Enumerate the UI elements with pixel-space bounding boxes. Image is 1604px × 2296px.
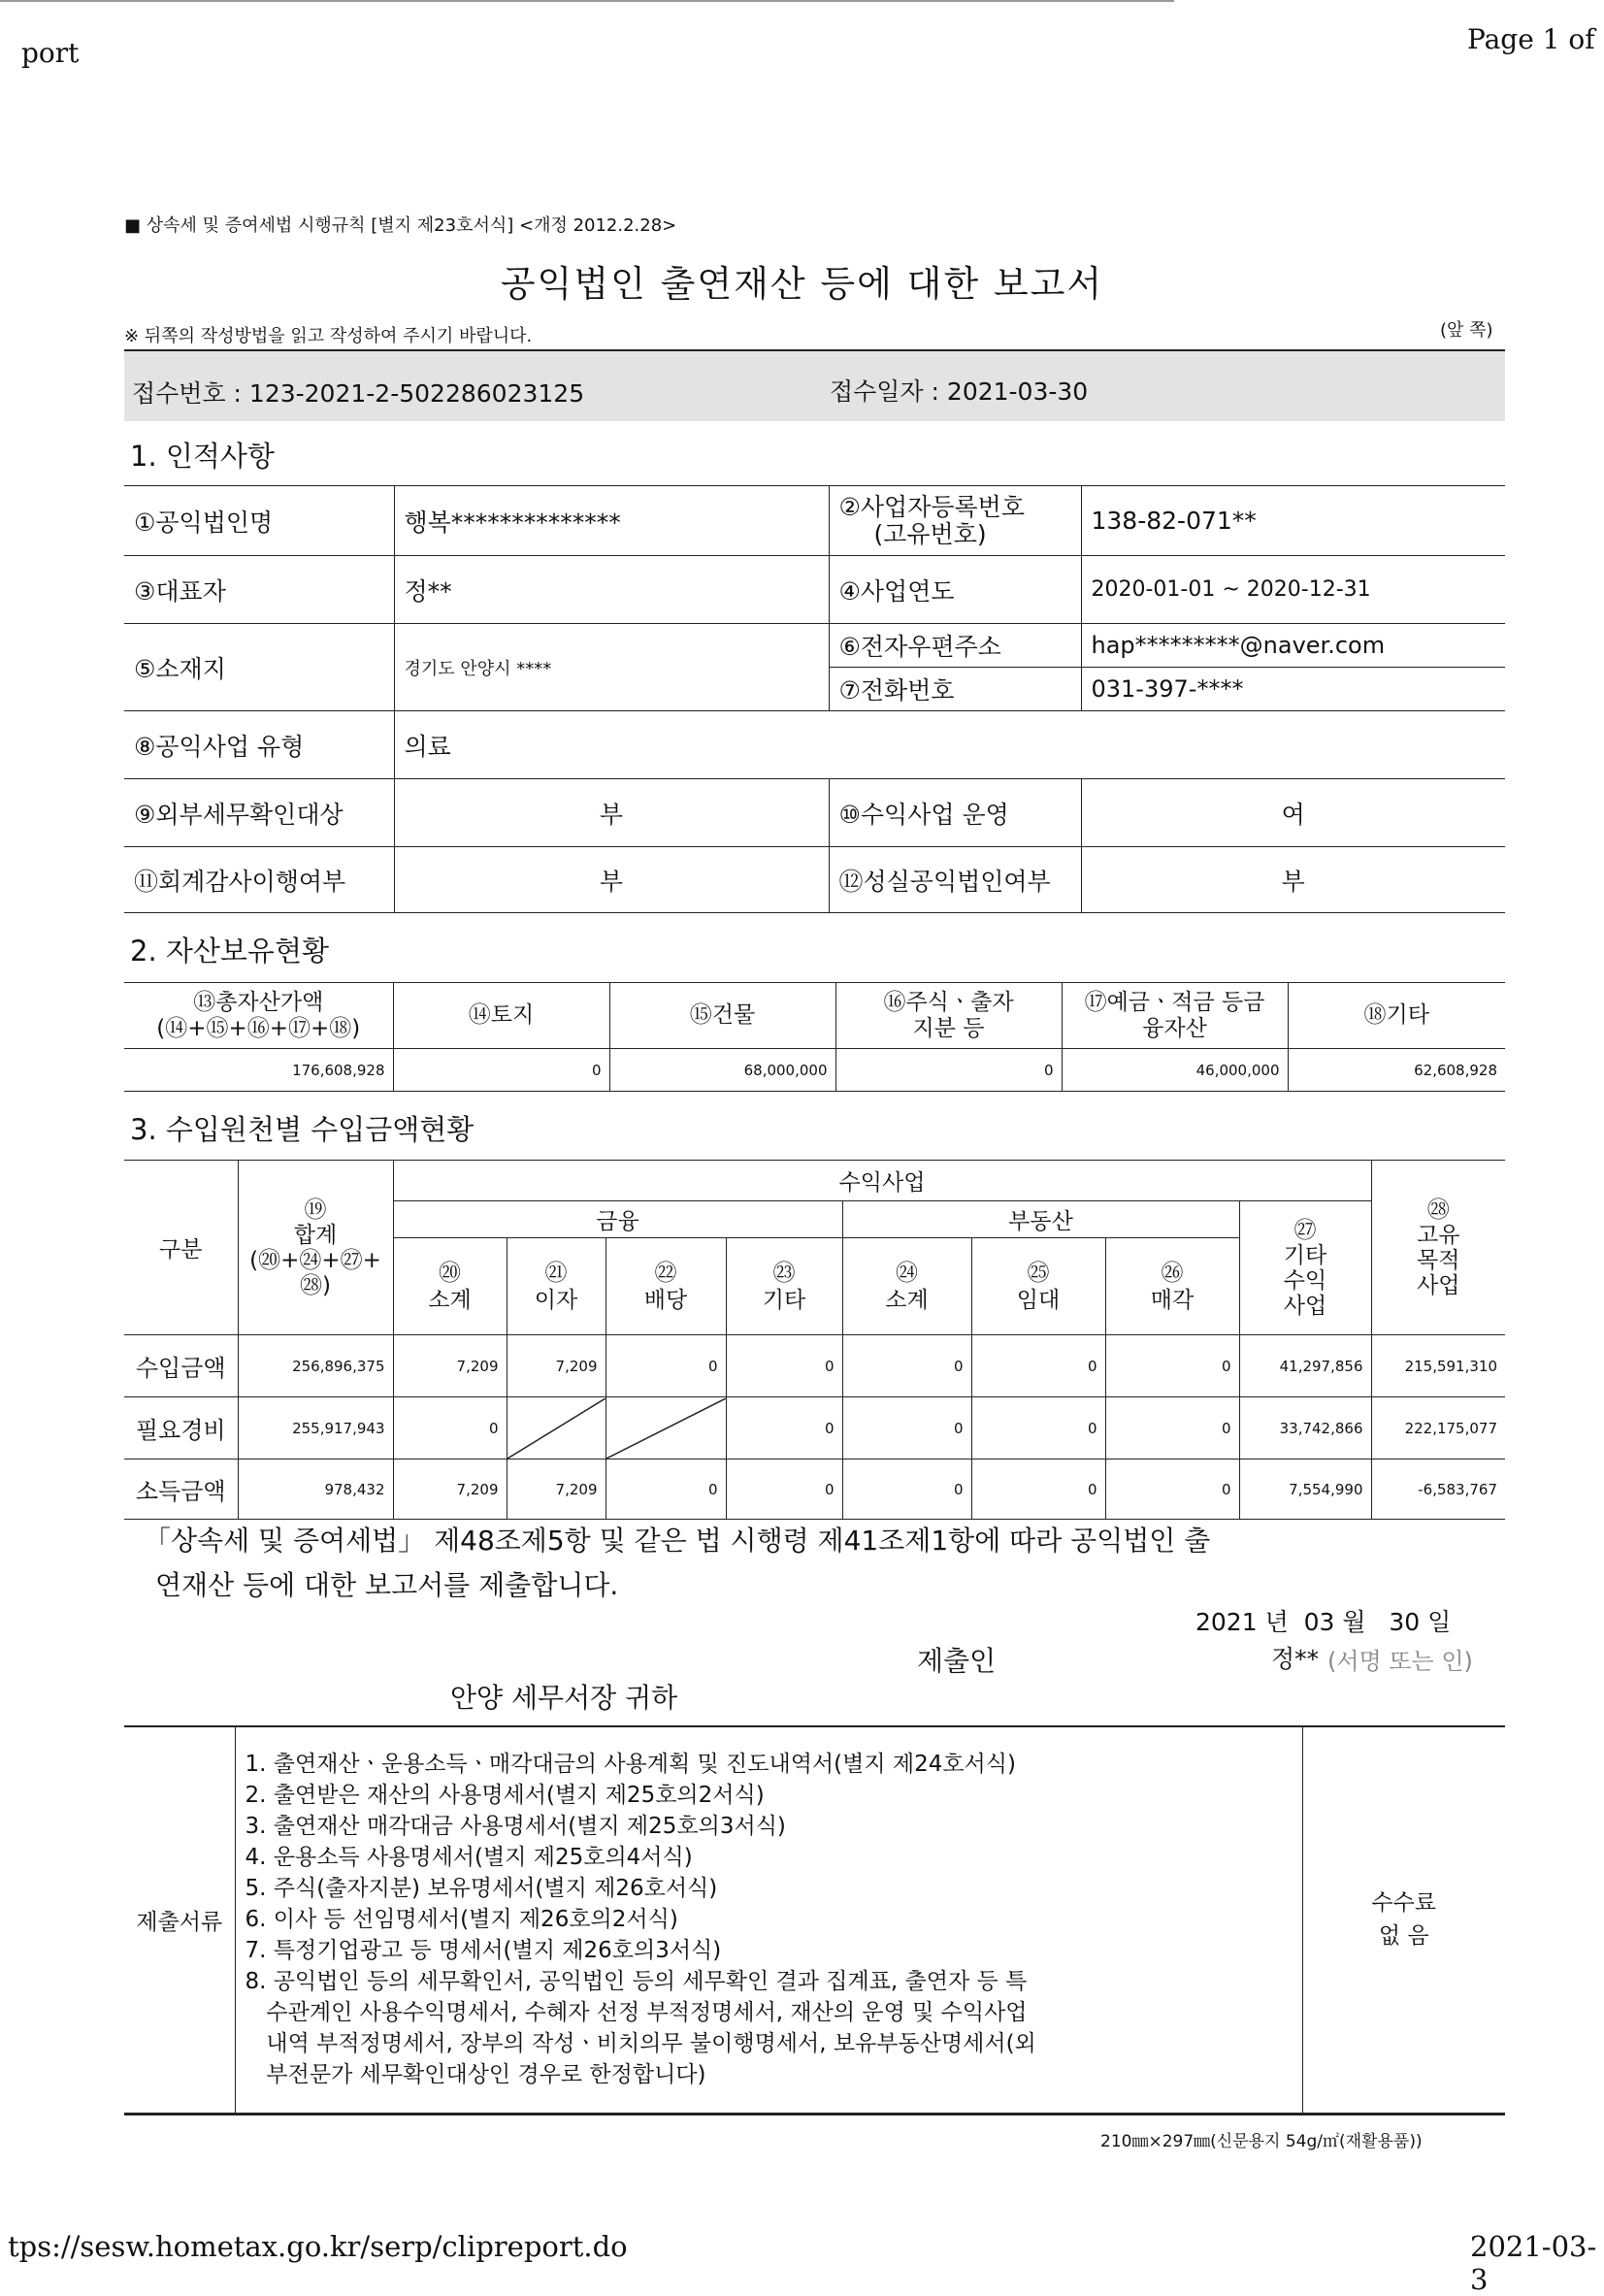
documents-list bbox=[235, 1726, 1302, 2113]
cell: 7,209 bbox=[393, 1460, 507, 1520]
cell: 0 bbox=[1105, 1335, 1239, 1397]
diagonal-cell bbox=[507, 1397, 606, 1460]
list-item: 1. 출연재산ㆍ운용소득ㆍ매각대금의 사용계획 및 진도내역서(별지 제24호서식) bbox=[245, 1752, 1016, 1778]
addr-value: 경기도 안양시 **** bbox=[394, 624, 829, 711]
form-title: 공익법인 출연재산 등에 대한 보고서 bbox=[500, 263, 1104, 305]
rep-label: ③대표자 bbox=[124, 556, 394, 624]
table-row bbox=[124, 1397, 1505, 1460]
cell: 0 bbox=[971, 1335, 1105, 1397]
bottom-rule bbox=[124, 2114, 1505, 2116]
scan-top-line bbox=[0, 0, 1174, 2]
declaration-line1: 「상속세 및 증여세법」 제48조제5항 및 같은 법 시행령 제41조제1항에 따라 공익법인 출 bbox=[144, 1525, 1211, 1557]
cell: -6,583,767 bbox=[1371, 1460, 1505, 1520]
cell: 0 bbox=[842, 1460, 971, 1520]
list-item: 7. 특정기업광고 등 명세서(별지 제26호의3서식) bbox=[245, 1938, 722, 1964]
section3-heading: 3. 수입원천별 수입금액현황 bbox=[130, 1113, 475, 1146]
income-table bbox=[124, 1160, 1505, 1520]
deposit-value: 46,000,000 bbox=[1062, 1049, 1288, 1092]
cell: 256,896,375 bbox=[238, 1335, 393, 1397]
cell: 0 bbox=[971, 1460, 1105, 1520]
cell: 255,917,943 bbox=[238, 1397, 393, 1460]
signature-placeholder: (서명 또는 인) bbox=[1327, 1648, 1473, 1675]
print-header-left: port bbox=[21, 37, 80, 69]
total-header: ⑲ 합계 (⑳+㉔+㉗+ ㉘) bbox=[238, 1161, 393, 1335]
profit-business-header: 수익사업 bbox=[393, 1161, 1371, 1201]
cell: 0 bbox=[726, 1460, 842, 1520]
finance-header: 금융 bbox=[393, 1201, 842, 1238]
list-item: 3. 출연재산 매각대금 사용명세서(별지 제25호의3서식) bbox=[245, 1814, 786, 1840]
cell: 215,591,310 bbox=[1371, 1335, 1505, 1397]
cell: 41,297,856 bbox=[1239, 1335, 1371, 1397]
sub-header-dividend: ㉒ 배당 bbox=[606, 1238, 726, 1335]
submission-date: 2021 년 03 월 30 일 bbox=[1195, 1608, 1452, 1636]
tel-value: 031-397-**** bbox=[1081, 668, 1505, 711]
bizno-value: 138-82-071** bbox=[1081, 486, 1505, 556]
rep-value: 정** bbox=[394, 556, 829, 624]
declaration-line2: 연재산 등에 대한 보고서를 제출합니다. bbox=[155, 1569, 619, 1601]
cell: 0 bbox=[1105, 1397, 1239, 1460]
fee-cell: 수수료 없 음 bbox=[1302, 1726, 1505, 2113]
table-row bbox=[124, 1460, 1505, 1520]
cell: 33,742,866 bbox=[1239, 1397, 1371, 1460]
stock-header: ⑯주식ㆍ출자 지분 등 bbox=[835, 983, 1062, 1049]
ext-value: 부 bbox=[394, 779, 829, 847]
bizno-label: ②사업자등록번호 (고유번호) bbox=[829, 486, 1081, 556]
corp-name-label: ①공익법인명 bbox=[124, 486, 394, 556]
sub-header-sale: ㉖ 매각 bbox=[1105, 1238, 1239, 1335]
list-item: 내역 부적정명세서, 장부의 작성ㆍ비치의무 불이행명세서, 보유부동산명세서(외 bbox=[245, 2031, 1036, 2057]
cell: 0 bbox=[971, 1397, 1105, 1460]
receipt-number: 접수번호 : 123-2021-2-502286023125 bbox=[132, 379, 585, 408]
cell: 0 bbox=[842, 1397, 971, 1460]
row-label: 수입금액 bbox=[124, 1335, 238, 1397]
cell: 0 bbox=[842, 1335, 971, 1397]
receipt-date: 접수일자 : 2021-03-30 bbox=[830, 377, 1089, 406]
tel-label: ⑦전화번호 bbox=[829, 668, 1081, 711]
faithful-value: 부 bbox=[1081, 847, 1505, 913]
cell: 7,209 bbox=[507, 1460, 606, 1520]
deposit-header: ⑰예금ㆍ적금 등금 융자산 bbox=[1062, 983, 1288, 1049]
realestate-header: 부동산 bbox=[842, 1201, 1239, 1238]
sub-header-subtotal-real: ㉔ 소계 bbox=[842, 1238, 971, 1335]
cell: 7,209 bbox=[507, 1335, 606, 1397]
list-item: 수관계인 사용수익명세서, 수혜자 선정 부적정명세서, 재산의 운영 및 수익사업 bbox=[245, 2000, 1028, 2026]
email-value: hap*********@naver.com bbox=[1081, 624, 1505, 668]
list-item: 8. 공익법인 등의 세무확인서, 공익법인 등의 세무확인 결과 집계표, 출연자 등 특 bbox=[245, 1969, 1028, 1995]
list-item: 5. 주식(출자지분) 보유명세서(별지 제26호서식) bbox=[245, 1876, 718, 1902]
tax-office: 안양 세무서장 귀하 bbox=[450, 1682, 678, 1714]
stock-value: 0 bbox=[835, 1049, 1062, 1092]
sub-header-rent: ㉕ 임대 bbox=[971, 1238, 1105, 1335]
profit-label: ⑩수익사업 운영 bbox=[829, 779, 1081, 847]
sub-header-interest: ㉑ 이자 bbox=[507, 1238, 606, 1335]
other-profit-header: ㉗ 기타 수익 사업 bbox=[1239, 1201, 1371, 1335]
audit-value: 부 bbox=[394, 847, 829, 913]
ext-label: ⑨외부세무확인대상 bbox=[124, 779, 394, 847]
land-value: 0 bbox=[393, 1049, 609, 1092]
year-label: ④사업연도 bbox=[829, 556, 1081, 624]
other-asset-header: ⑱기타 bbox=[1288, 983, 1505, 1049]
list-item: 6. 이사 등 선임명세서(별지 제26호의2서식) bbox=[245, 1907, 678, 1933]
cell: 978,432 bbox=[238, 1460, 393, 1520]
row-label: 필요경비 bbox=[124, 1397, 238, 1460]
audit-label: ⑪회계감사이행여부 bbox=[124, 847, 394, 913]
cell: 7,554,990 bbox=[1239, 1460, 1371, 1520]
total-asset-header: ⑬총자산가액 (⑭+⑮+⑯+⑰+⑱) bbox=[124, 983, 393, 1049]
email-label: ⑥전자우편주소 bbox=[829, 624, 1081, 668]
page-side: (앞 쪽) bbox=[1440, 320, 1493, 341]
instruction-note: ※ 뒤쪽의 작성방법을 읽고 작성하여 주시기 바랍니다. bbox=[124, 326, 533, 346]
cell: 0 bbox=[606, 1335, 726, 1397]
print-header-page: Page 1 of bbox=[1467, 23, 1595, 55]
type-value: 의료 bbox=[394, 711, 1505, 779]
row-label: 소득금액 bbox=[124, 1460, 238, 1520]
diagonal-cell bbox=[606, 1397, 726, 1460]
submitter-label: 제출인 bbox=[917, 1645, 997, 1677]
cell: 222,175,077 bbox=[1371, 1397, 1505, 1460]
total-asset-value: 176,608,928 bbox=[124, 1049, 393, 1092]
regulation-text: ■ 상속세 및 증여세법 시행규칙 [별지 제23호서식] <개정 2012.2.28> bbox=[124, 215, 677, 236]
submitter-name: 정** bbox=[1271, 1645, 1320, 1673]
cell: 7,209 bbox=[393, 1335, 507, 1397]
land-header: ⑭토지 bbox=[393, 983, 609, 1049]
cell: 0 bbox=[726, 1397, 842, 1460]
list-item: 부전문가 세무확인대상인 경우로 한정합니다) bbox=[245, 2062, 706, 2088]
print-footer-date: 2021-03-3 bbox=[1470, 2230, 1597, 2296]
profit-value: 여 bbox=[1081, 779, 1505, 847]
cell: 0 bbox=[1105, 1460, 1239, 1520]
building-header: ⑮건물 bbox=[609, 983, 835, 1049]
asset-table bbox=[124, 982, 1505, 1092]
cell: 0 bbox=[726, 1335, 842, 1397]
other-asset-value: 62,608,928 bbox=[1288, 1049, 1505, 1092]
year-value: 2020-01-01 ~ 2020-12-31 bbox=[1081, 556, 1505, 624]
gubun-header: 구분 bbox=[124, 1161, 238, 1335]
table-row bbox=[124, 1335, 1505, 1397]
section2-heading: 2. 자산보유현황 bbox=[130, 935, 329, 968]
documents-table bbox=[124, 1725, 1505, 2114]
section1-heading: 1. 인적사항 bbox=[130, 440, 275, 473]
own-purpose-header: ㉘ 고유 목적 사업 bbox=[1371, 1161, 1505, 1335]
personal-info-table bbox=[124, 485, 1505, 913]
paper-spec: 210㎜×297㎜(신문용지 54g/㎡(재활용품)) bbox=[1100, 2132, 1423, 2151]
sub-header-other-fin: ㉓ 기타 bbox=[726, 1238, 842, 1335]
faithful-label: ⑫성실공익법인여부 bbox=[829, 847, 1081, 913]
addr-label: ⑤소재지 bbox=[124, 624, 394, 711]
list-item: 2. 출연받은 재산의 사용명세서(별지 제25호의2서식) bbox=[245, 1783, 765, 1809]
list-item: 4. 운용소득 사용명세서(별지 제25호의4서식) bbox=[245, 1845, 693, 1871]
type-label: ⑧공익사업 유형 bbox=[124, 711, 394, 779]
sub-header-subtotal-fin: ⑳ 소계 bbox=[393, 1238, 507, 1335]
documents-label: 제출서류 bbox=[124, 1726, 235, 2113]
corp-name-value: 행복************** bbox=[394, 486, 829, 556]
building-value: 68,000,000 bbox=[609, 1049, 835, 1092]
cell: 0 bbox=[606, 1460, 726, 1520]
print-footer-url[interactable]: tps://sesw.hometax.go.kr/serp/clipreport.do bbox=[8, 2230, 628, 2263]
cell: 0 bbox=[393, 1397, 507, 1460]
